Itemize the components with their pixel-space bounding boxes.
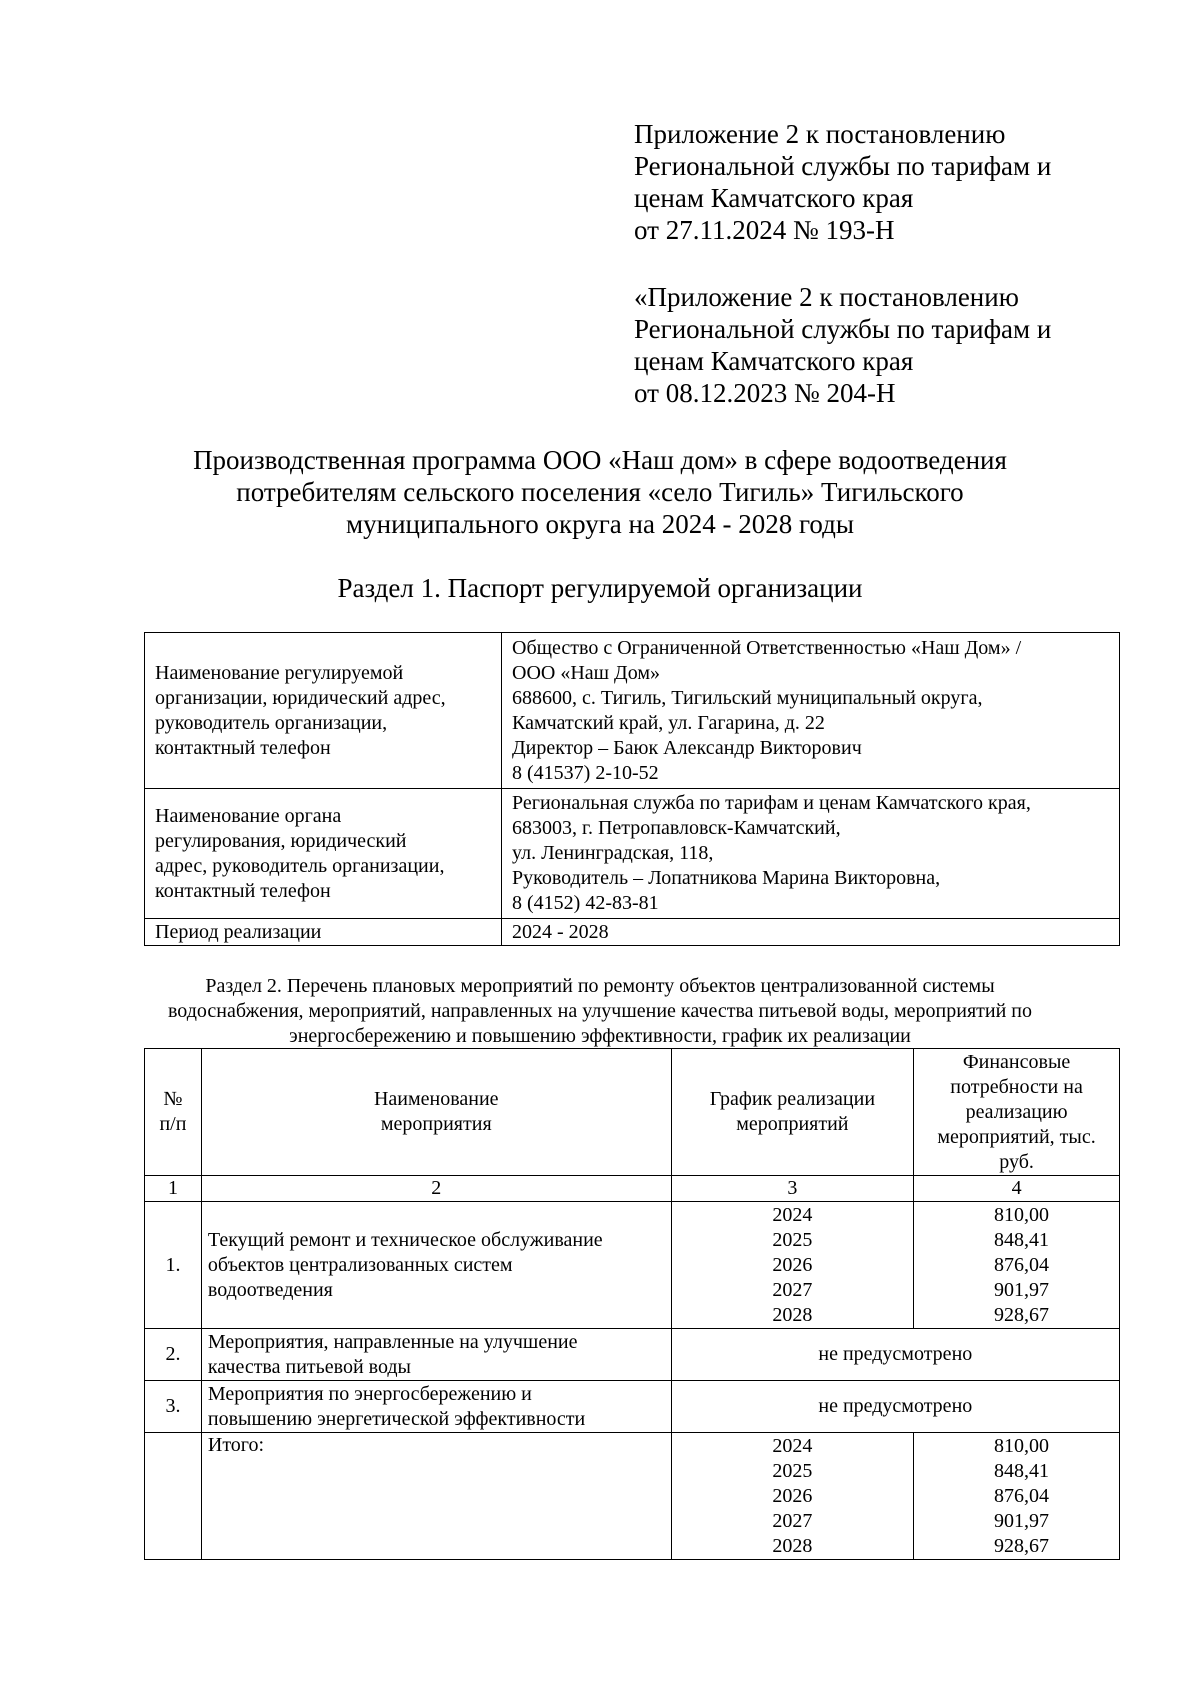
appendix-previous — [634, 281, 1154, 409]
passport-value — [502, 633, 1120, 789]
heading-line: водоснабжения, мероприятий, направленных на улучшение качества питьевой воды, мероприятий по — [167, 1000, 1033, 1022]
label-line: контактный телефон — [155, 879, 331, 902]
value-line: 8 (4152) 42-83-81 — [512, 892, 659, 914]
value-line: ООО «Наш Дом» — [512, 661, 660, 684]
passport-row — [145, 633, 1120, 789]
row-name: Мероприятия по энергосбережению и повышению энергетической эффективности — [201, 1381, 671, 1433]
value-line: Директор – Баюк Александр Викторович — [512, 736, 862, 759]
total-years: 2024 2025 2026 2027 2028 — [671, 1433, 914, 1560]
heading-line: энергосбережению и повышению эффективности, график их реализации — [289, 1025, 911, 1047]
section1-heading: Раздел 1. Паспорт регулируемой организации — [337, 573, 863, 603]
label-line: адрес, руководитель организации, — [155, 854, 445, 877]
document-title — [120, 444, 1080, 540]
col-number: 1 — [145, 1176, 202, 1202]
row-num: 1. — [145, 1202, 202, 1329]
appendix-line: «Приложение 2 к постановлению — [634, 282, 1019, 312]
passport-label — [145, 633, 502, 789]
row-amounts: 810,00 848,41 876,04 901,97 928,67 — [914, 1202, 1120, 1329]
value-line: Региональная служба по тарифам и ценам Камчатского края, — [512, 792, 1031, 814]
passport-row — [145, 919, 1120, 946]
total-num — [145, 1433, 202, 1560]
label-line: Наименование органа — [155, 804, 342, 827]
table-row — [145, 1329, 1120, 1381]
value-line: Руководитель – Лопатникова Марина Викторовна, — [512, 867, 941, 889]
value-line: 8 (41537) 2-10-52 — [512, 761, 659, 784]
row-num: 2. — [145, 1329, 202, 1381]
row-note: не предусмотрено — [671, 1381, 1119, 1433]
col-number: 3 — [671, 1176, 914, 1202]
appendix-line: ценам Камчатского края — [634, 346, 914, 376]
passport-table — [144, 632, 1120, 946]
value-line: ул. Ленинградская, 118, — [512, 842, 714, 864]
total-label: Итого: — [201, 1433, 671, 1560]
col-header-finance: Финансовые потребности на реализацию мероприятий, тыс. руб. — [914, 1049, 1120, 1176]
value-line: 688600, с. Тигиль, Тигильский муниципальный округа, — [512, 686, 983, 709]
col-header-num: № п/п — [145, 1049, 202, 1176]
label-line: Наименование регулируемой — [155, 661, 404, 684]
value-line: 683003, г. Петропавловск-Камчатский, — [512, 817, 841, 839]
appendix-line: от 08.12.2023 № 204-Н — [634, 378, 896, 408]
section2-heading — [100, 974, 1100, 1049]
passport-label — [145, 789, 502, 919]
total-row — [145, 1433, 1120, 1560]
row-name: Текущий ремонт и техническое обслуживание объектов централизованных систем водоотведения — [201, 1202, 671, 1329]
passport-label — [145, 919, 502, 946]
label-line: контактный телефон — [155, 736, 331, 759]
measures-table — [144, 1048, 1120, 1560]
appendix-line: Региональной службы по тарифам и — [634, 314, 1052, 344]
row-num: 3. — [145, 1381, 202, 1433]
title-line: Производственная программа ООО «Наш дом» в сфере водоотведения — [193, 445, 1007, 475]
col-number: 4 — [914, 1176, 1120, 1202]
appendix-line: Приложение 2 к постановлению — [634, 119, 1006, 149]
value-line: 2024 - 2028 — [512, 920, 609, 943]
passport-value — [502, 919, 1120, 946]
title-line: потребителям сельского поселения «село Тигиль» Тигильского — [236, 477, 964, 507]
header-row — [145, 1049, 1120, 1176]
col-number: 2 — [201, 1176, 671, 1202]
value-line: Общество с Ограниченной Ответственностью «Наш Дом» / — [512, 636, 1022, 659]
appendix-line: от 27.11.2024 № 193-Н — [634, 215, 895, 245]
col-header-schedule: График реализации мероприятий — [671, 1049, 914, 1176]
column-numbers-row — [145, 1176, 1120, 1202]
title-line: муниципального округа на 2024 - 2028 годы — [346, 509, 854, 539]
passport-value — [502, 789, 1120, 919]
table-row — [145, 1381, 1120, 1433]
label-line: регулирования, юридический — [155, 829, 407, 852]
value-line: Камчатский край, ул. Гагарина, д. 22 — [512, 711, 825, 734]
row-years: 2024 2025 2026 2027 2028 — [671, 1202, 914, 1329]
label-line: Период реализации — [155, 920, 322, 943]
label-line: руководитель организации, — [155, 711, 388, 734]
table-row — [145, 1202, 1120, 1329]
total-amounts: 810,00 848,41 876,04 901,97 928,67 — [914, 1433, 1120, 1560]
col-header-name: Наименование мероприятия — [201, 1049, 671, 1176]
passport-row — [145, 789, 1120, 919]
label-line: организации, юридический адрес, — [155, 686, 446, 709]
row-note: не предусмотрено — [671, 1329, 1119, 1381]
appendix-line: ценам Камчатского края — [634, 183, 914, 213]
row-name: Мероприятия, направленные на улучшение качества питьевой воды — [201, 1329, 671, 1381]
appendix-current — [634, 118, 1154, 246]
appendix-line: Региональной службы по тарифам и — [634, 151, 1052, 181]
heading-line: Раздел 2. Перечень плановых мероприятий по ремонту объектов централизованной системы — [205, 975, 995, 997]
